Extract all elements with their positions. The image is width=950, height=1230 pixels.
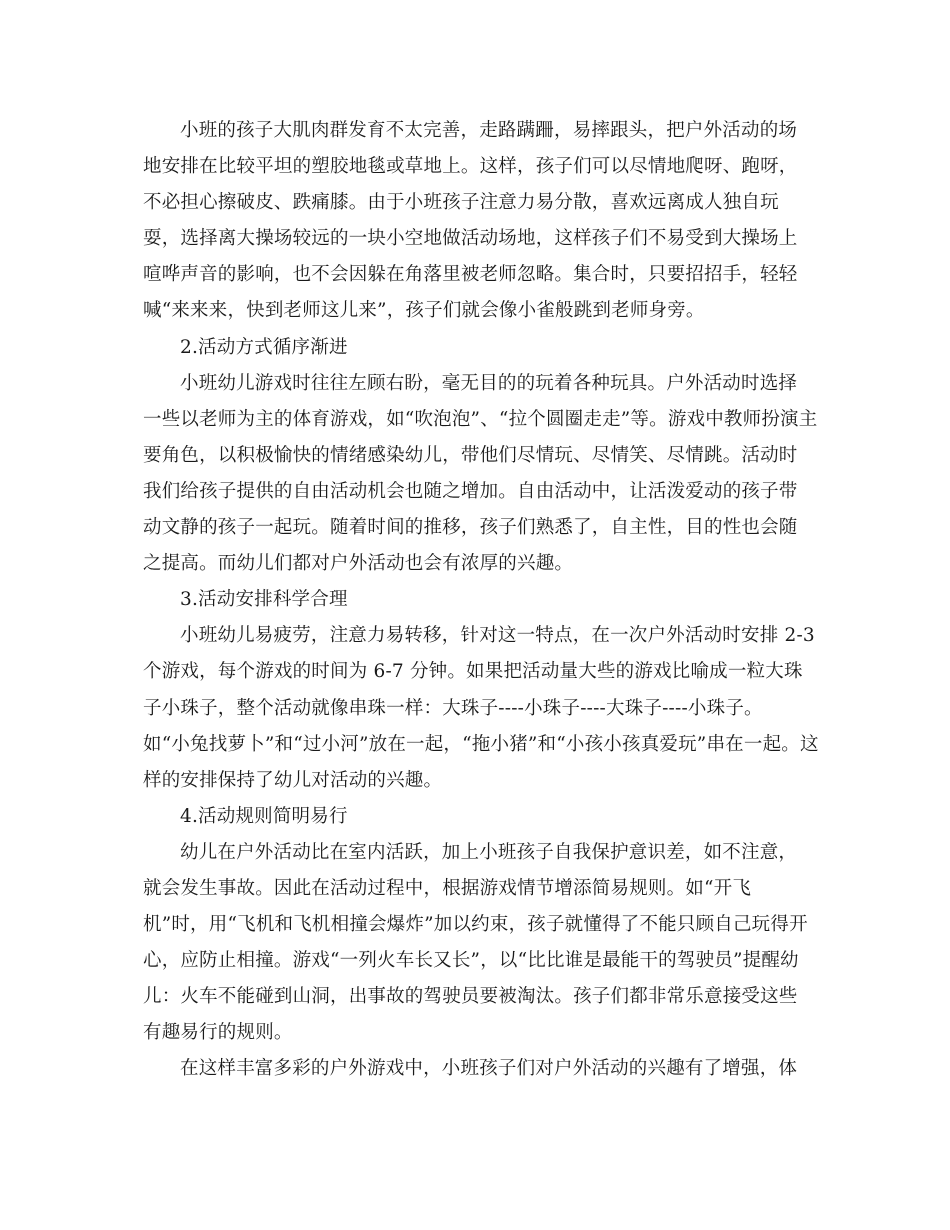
- text-line: 样的安排保持了幼儿对活动的兴趣。: [143, 769, 443, 791]
- text-line: 儿：火车不能碰到山洞，出事故的驾驶员要被淘汰。孩子们都非常乐意接受这些: [143, 986, 798, 1008]
- text-line: 不必担心擦破皮、跌痛膝。由于小班孩子注意力易分散，喜欢远离成人独自玩: [143, 192, 779, 214]
- text-line: 就会发生事故。因此在活动过程中，根据游戏情节增添简易规则。如“开飞: [143, 877, 752, 899]
- text-line: 在这样丰富多彩的户外游戏中，小班孩子们对户外活动的兴趣有了增强，体: [180, 1058, 798, 1080]
- text-line: 小班的孩子大肌肉群发育不太完善，走路蹒跚，易摔跟头，把户外活动的场: [180, 120, 798, 141]
- text-line: 心，应防止相撞。游戏“一列火车长又长”，以“比比谁是最能干的驾驶员”提醒幼: [143, 950, 799, 972]
- text-line: 喊“来来来，快到老师这儿来”，孩子们就会像小雀般跳到老师身旁。: [143, 300, 705, 322]
- text-line: 机”时，用“飞机和飞机相撞会爆炸”加以约束，孩子就懂得了不能只顾自己玩得开: [143, 914, 808, 936]
- text-line: 耍，选择离大操场较远的一块小空地做活动场地，这样孩子们不易受到大操场上: [143, 228, 798, 250]
- text-line: 之提高。而幼儿们都对户外活动也会有浓厚的兴趣。: [143, 553, 574, 575]
- text-line: 个游戏，每个游戏的时间为 6-7 分钟。如果把活动量大些的游戏比喻成一粒大珠: [143, 661, 803, 683]
- text-line: 幼儿在户外活动比在室内活跃，加上小班孩子自我保护意识差，如不注意，: [180, 841, 798, 863]
- text-line: 2.活动方式循序渐进: [180, 336, 348, 358]
- text-line: 如“小兔找萝卜”和“过小河”放在一起，“拖小猪”和“小孩小孩真爱玩”串在一起。这: [143, 733, 819, 755]
- text-line: 我们给孩子提供的自由活动机会也随之增加。自由活动中，让活泼爱动的孩子带: [143, 480, 798, 502]
- text-line: 子小珠子，整个活动就像串珠一样：大珠子----小珠子----大珠子----小珠子。: [143, 697, 763, 719]
- document-body: [143, 113, 819, 1088]
- text-line: 3.活动安排科学合理: [180, 589, 348, 611]
- text-line: 小班幼儿易疲劳，注意力易转移，针对这一特点，在一次户外活动时安排 2-3: [180, 625, 815, 647]
- text-line: 喧哗声音的影响，也不会因躲在角落里被老师忽略。集合时，只要招招手，轻轻: [143, 264, 798, 286]
- text-line: 有趣易行的规则。: [143, 1022, 293, 1044]
- text-line: 小班幼儿游戏时往往左顾右盼，毫无目的的玩着各种玩具。户外活动时选择: [180, 372, 798, 394]
- text-line: 4.活动规则简明易行: [180, 805, 348, 827]
- text-line: 要角色，以积极愉快的情绪感染幼儿，带他们尽情玩、尽情笑、尽情跳。活动时: [143, 444, 798, 466]
- text-line: 地安排在比较平坦的塑胶地毯或草地上。这样，孩子们可以尽情地爬呀、跑呀，: [143, 156, 798, 178]
- text-line: 一些以老师为主的体育游戏，如“吹泡泡”、“拉个圆圈走走”等。游戏中教师扮演主: [143, 408, 818, 430]
- text-line: 动文静的孩子一起玩。随着时间的推移，孩子们熟悉了，自主性，目的性也会随: [143, 517, 798, 539]
